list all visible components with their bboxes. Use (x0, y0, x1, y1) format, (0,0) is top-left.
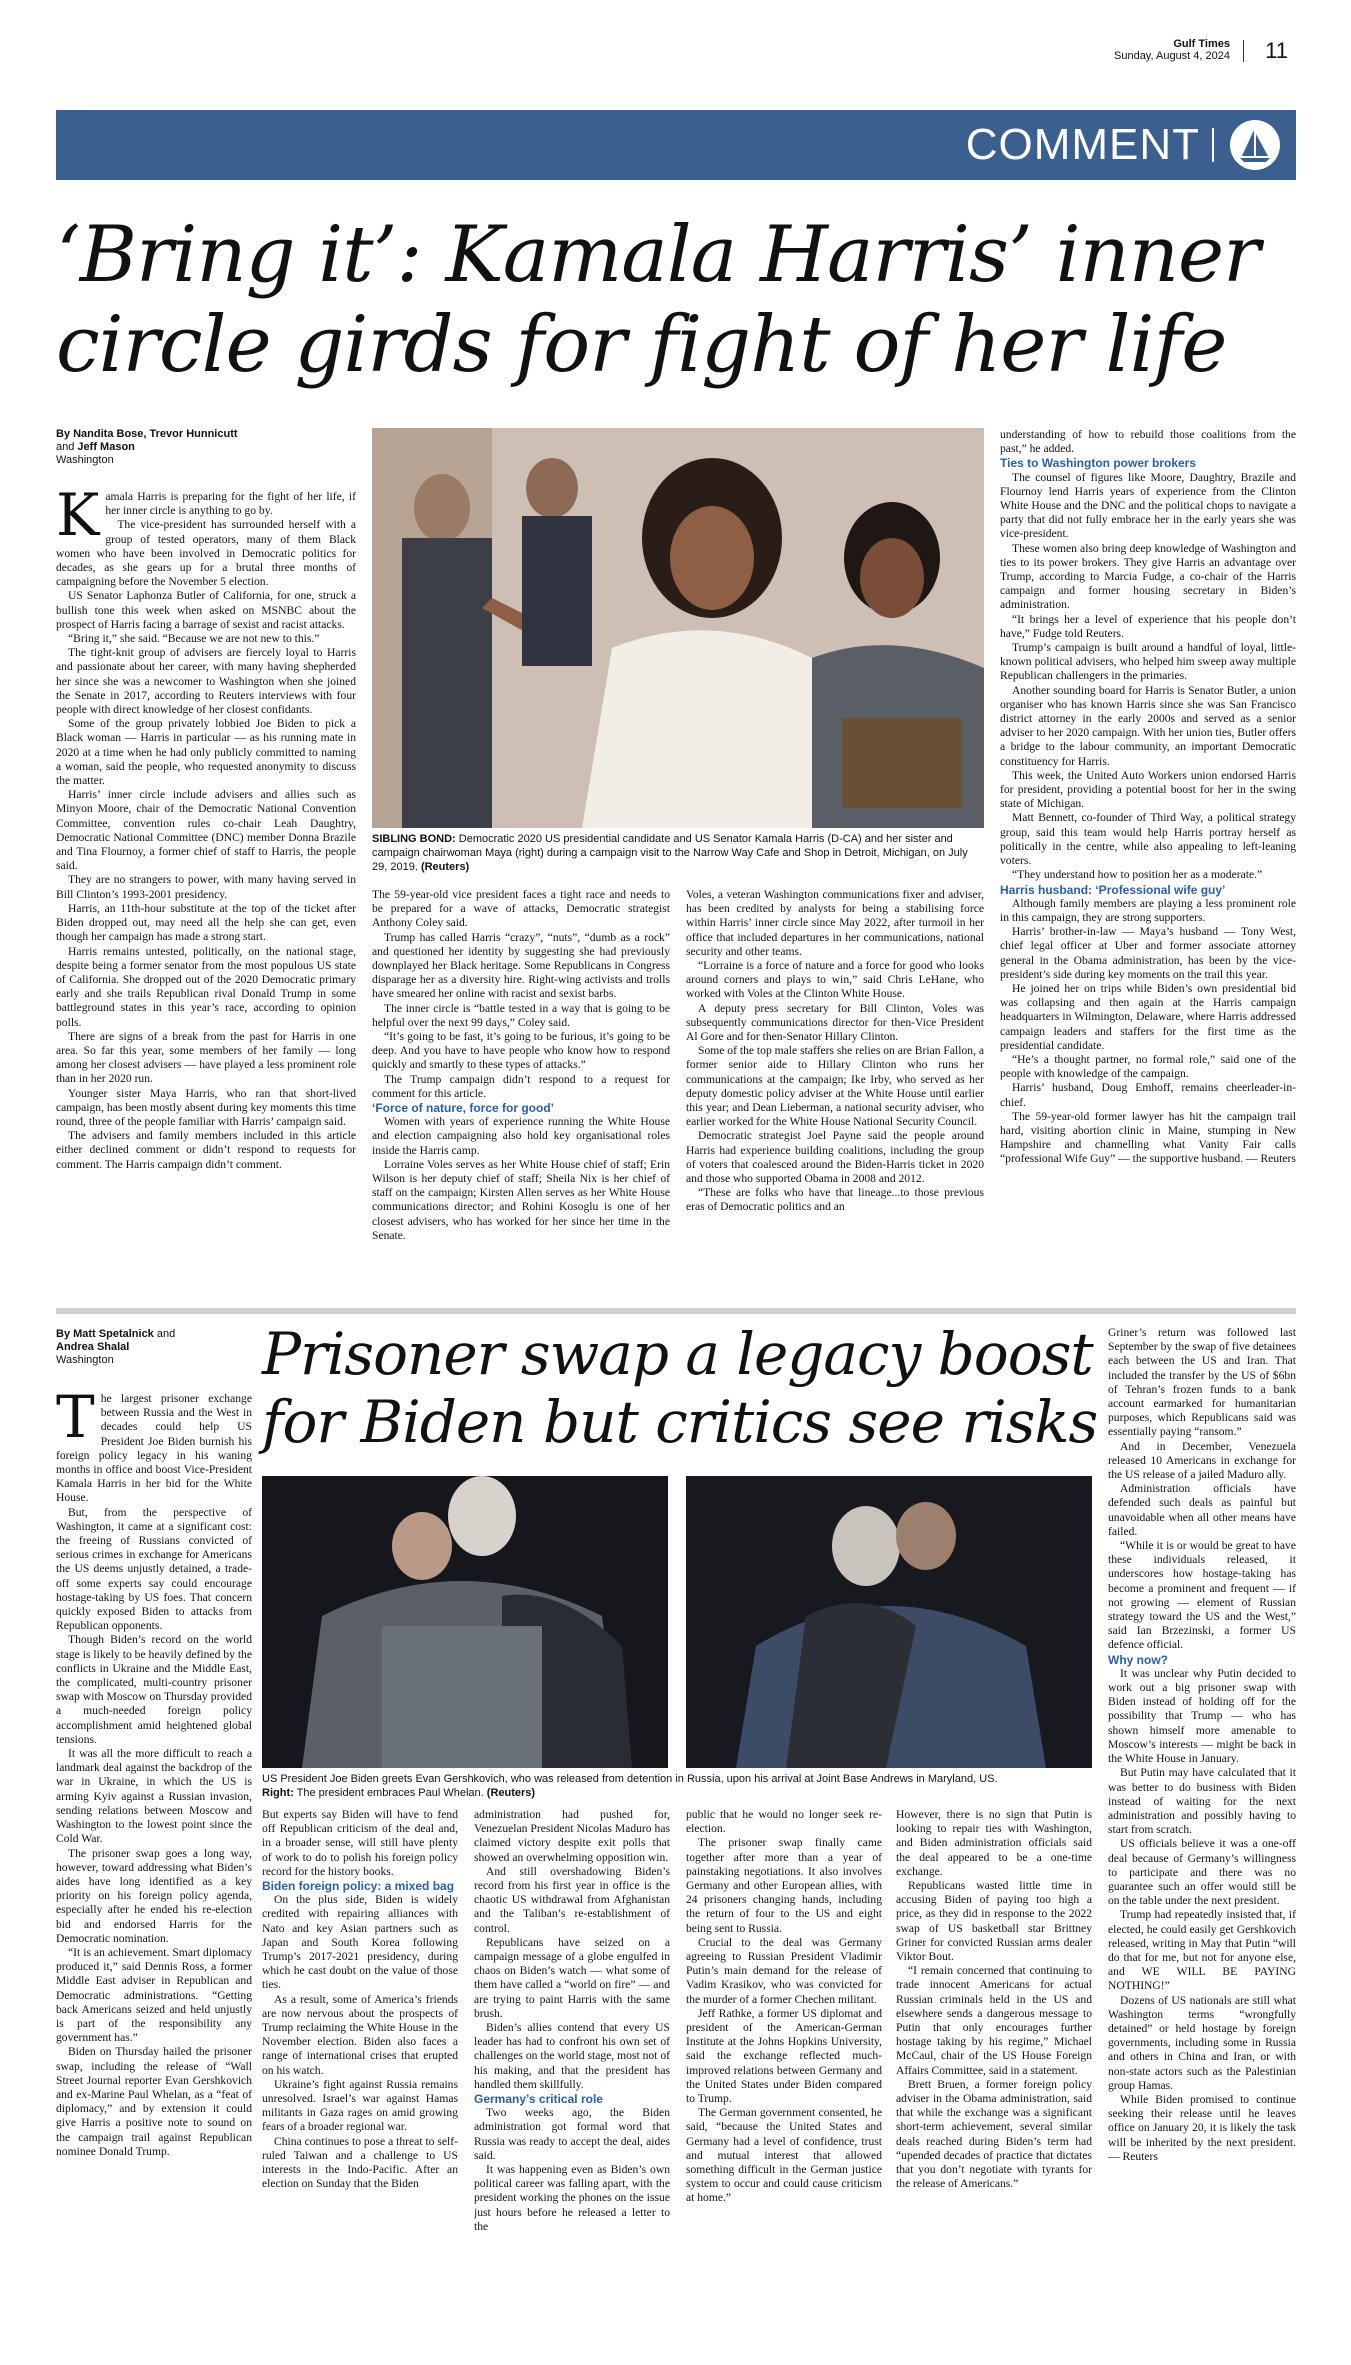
paragraph: Republicans wasted little time in accusing Biden of paying too high a price, as they did in response to the 2022 swap of US basketball star Brittney Griner for convicted Russian arms dealer Viktor Bout. (896, 1879, 1092, 1964)
paragraph: The Trump campaign didn’t respond to a request for comment for this article. (372, 1072, 670, 1100)
paragraph: US officials believe it was a one-off deal because of Germany’s willingness to participate and there was no guarantee such an offer would still be on the table under the next president. (1108, 1837, 1296, 1908)
paragraph: The 59-year-old vice president faces a tight race and needs to be prepared for a wave of attacks, Democratic strategist Anthony Coley said. (372, 888, 670, 930)
paragraph: Griner’s return was followed last September by the swap of five detainees each between the US and Iran. That included the transfer by the US of $6bn of Tehran’s frozen funds to a bank account earmarked for humanitarian purposes, which Republicans said was essentially paying “ransom.” (1108, 1326, 1296, 1439)
byline-last: Andrea Shalal (56, 1341, 130, 1353)
paragraph: US Senator Laphonza Butler of California, for one, struck a bullish tone this week when asked on MSNBC about the prospect of Harris facing a barrage of sexist and racist attacks. (56, 589, 356, 631)
paragraph: “These are folks who have that lineage...to those previous eras of Democratic politics and an (686, 1186, 984, 1214)
paragraph: But experts say Biden will have to fend off Republican criticism of the deal and, in a broader sense, will still have plenty of work to do to polish his foreign policy record for the history books. (262, 1808, 458, 1878)
caption-text: US President Joe Biden greets Evan Gershkovich, who was released from detention in Russia, upon his arrival at Joint Base Andrews in Maryland, US. (262, 1773, 998, 1785)
paragraph: But Putin may have calculated that it was better to do business with Biden instead of waiting for the next administration and possibly having to start from scratch. (1108, 1766, 1296, 1837)
harris-photo-caption (372, 832, 984, 874)
headline-line: for Biden but critics see risks (262, 1388, 1098, 1456)
biden-gershkovich-photo (262, 1476, 668, 1768)
section-title: COMMENT (965, 120, 1200, 169)
paragraph: Lorraine Voles serves as her White House chief of staff; Erin Wilson is her deputy chief of staff; Sheila Nix is her chief of staff on the campaign; Kirsten Allen serves as her White House communications director; and Rohini Kosoglu is one of her closest advisers, who has worked for her since her time in the Senate. (372, 1157, 670, 1242)
paragraph: Trump had repeatedly insisted that, if elected, he could easily get Gershkovich released, writing in May that Putin “will do that for me, but not for anyone else, and WE WILL BE PAYING NOTHING!” (1108, 1908, 1296, 1993)
paragraph: Republicans have seized on a campaign message of a globe engulfed in chaos on Biden’s watch — what some of them have called a “world on fire” — and are trying to paint Harris with the same brush. (474, 1935, 670, 2020)
paragraph: It was happening even as Biden’s own political career was falling apart, with the president working the phones on the issue just hours before he released a letter to the (474, 2163, 670, 2233)
paragraph: “I remain concerned that continuing to trade innocent Americans for actual Russian criminals held in the US and elsewhere sends a dangerous message to Putin that only encourages further hostage taking by his regime,” Michael McCaul, chair of the US House Foreign Affairs Committee, said in a statement. (896, 1964, 1092, 2077)
subheading: Germany’s critical role (474, 2092, 603, 2107)
paragraph: On the plus side, Biden is widely credited with repairing alliances with Nato and key Asian partners such as Japan and South Korea following Trump’s 2017-2021 presidency, during which he cast doubt on the value of those ties. (262, 1893, 458, 1992)
byline-location: Washington (56, 454, 114, 466)
subheading: Biden foreign policy: a mixed bag (262, 1879, 455, 1894)
subheading: ‘Force of nature, force for good’ (372, 1101, 555, 1116)
caption-text-2: The president embraces Paul Whelan. (293, 1787, 487, 1799)
article2-byline (56, 1328, 256, 1367)
subheading: Why now? (1108, 1652, 1168, 1667)
article2-column-6 (1108, 1326, 1296, 2322)
paragraph: Ukraine’s fight against Russia remains unresolved. Israel’s war against Hamas militants in Gaza rages on amid growing fears of a broader regional war. (262, 2077, 458, 2134)
dhow-icon (1230, 120, 1280, 170)
paragraph: “He’s a thought partner, no formal role,” said one of the people with knowledge of the campaign. (1000, 1052, 1296, 1081)
paragraph: China continues to pose a threat to self-ruled Taiwan and a challenge to US interests in the Indo-Pacific. After an election on Sunday that the Biden (262, 2134, 458, 2191)
byline-and: and (156, 1328, 176, 1340)
paragraph: But, from the perspective of Washington, it came at a significant cost: the freeing of Russians convicted of serious crimes in exchange for Americans the US deems unjustly detained, a trade-off some experts say could encourage hostage-taking by US foes. That concern quickly exposed Biden to attacks from Republican opponents. (56, 1505, 252, 1633)
article1-column-2 (372, 888, 670, 1302)
issue-date: Sunday, August 4, 2024 (1114, 50, 1230, 62)
article2-headline (262, 1320, 1102, 1456)
section-banner (56, 110, 1296, 180)
article2-column-2 (262, 1808, 458, 2322)
paragraph: It was all the more difficult to reach a landmark deal against the backdrop of the war in Ukraine, in which the US is arming Kyiv against a Russian invasion, sending relations between Moscow and Washington to the lowest point since the Cold War. (56, 1747, 252, 1846)
dropcap: T (56, 1392, 95, 1451)
paragraph: And still overshadowing Biden’s record from his first year in office is the chaotic US withdrawal from Afghanistan and the Taliban’s re-establishment of control. (474, 1864, 670, 1935)
paragraph: Women with years of experience running the White House and election campaigning also hold key organisational roles inside the Harris camp. (372, 1115, 670, 1157)
byline-authors: By Matt Spetalnick (56, 1328, 154, 1340)
paragraph: Harris’ brother-in-law — Maya’s husband — Tony West, chief legal officer at Uber and former associate attorney general in the Obama administration, has been by the vice-president’s side during key moments on the trail this year. (1000, 925, 1296, 981)
byline-authors: By Nandita Bose, Trevor Hunnicutt (56, 428, 238, 440)
headline-line: ‘Bring it’: Kamala Harris’ inner (56, 210, 1260, 300)
paragraph: Harris, an 11th-hour substitute at the top of the ticket after Biden dropped out, may need all the help she can get, even though her campaign has made a strong start. (56, 901, 356, 944)
caption-credit: (Reuters) (486, 1787, 536, 1799)
caption-text: Democratic 2020 US presidential candidate and US Senator Kamala Harris (D-CA) and her sister and campaign chairwoman Maya (right) during a campaign visit to the Narrow Way Cafe and Shop in Detroit, Michigan, on July 29, 2019. (372, 833, 968, 873)
paragraph: Biden on Thursday hailed the prisoner swap, including the release of “Wall Street Journal reporter Evan Gershkovich and ex-Marine Paul Whelan, as a “feat of diplomacy,” and by extension it could give Harris a positive note to sound on the campaign trail against Republican nominee Donald Trump. (56, 2045, 252, 2158)
paragraph: The tight-knit group of advisers are fiercely loyal to Harris and passionate about her career, with many having shepherded her since she was a newcomer to Washington when she joined the Senate in 2017, according to Reuters interviews with four people with direct knowledge of her closest confidants. (56, 646, 356, 717)
page-number: 11 (1265, 38, 1288, 63)
dropcap: K (56, 490, 100, 549)
article2-column-4 (686, 1808, 882, 2322)
paragraph: “It is an achievement. Smart diplomacy produced it,” said Dennis Ross, a former Middle East adviser in Republican and Democratic administrations. “Getting back Americans seized and held unjustly is part of the responsibility any government has.” (56, 1945, 252, 2045)
paragraph: Biden’s allies contend that every US leader has had to confront his own set of challenges on the world stage, most not of his making, and that the president has handled them skillfully. (474, 2021, 670, 2091)
paragraph: Harris’ husband, Doug Emhoff, remains cheerleader-in-chief. (1000, 1081, 1296, 1109)
paragraph: The vice-president has surrounded herself with a group of tested operators, many of them Black women who have been involved in Democratic politics for decades, as she gears up for a brutal three months of campaigning before the November 5 election. (56, 518, 356, 589)
paragraph: Trump has called Harris “crazy”, “nuts”, “dumb as a rock” and questioned her identity by suggesting she had previously downplayed her Black heritage. Some Republicans in Congress disparage her as a diversity hire. Right-wing activists and trolls have smeared her online with racist and sexist barbs. (372, 930, 670, 1001)
paragraph: administration had pushed for, Venezuelan President Nicolas Maduro has claimed victory despite exit polls that showed an overwhelming opposition win. (474, 1808, 670, 1864)
paragraph: Administration officials have defended such deals as painful but unavoidable when all other means have failed. (1108, 1482, 1296, 1538)
paragraph: However, there is no sign that Putin is looking to repair ties with Washington, and Biden administration officials said the deal appeared to be a one-time exchange. (896, 1808, 1092, 1878)
article2-column-3 (474, 1808, 670, 2322)
paragraph: Voles, a veteran Washington communications fixer and adviser, has been credited by analysts for being a stabilising force within Harris’ inner circle since May 2022, after turmoil in her office that included departures in her communications, national security and other teams. (686, 888, 984, 958)
paragraph: Jeff Rathke, a former US diplomat and president of the American-German Institute at the Johns Hopkins University, said the exchange reflected much-improved relations between Germany and the United States under Biden compared to Trump. (686, 2006, 882, 2106)
paragraph: The inner circle is “battle tested in a way that is going to be helpful over the next 99 days,” Coley said. (372, 1001, 670, 1029)
article1-column-3 (686, 888, 984, 1302)
byline-and: and (56, 441, 75, 453)
article1-column-1 (56, 490, 356, 1300)
paragraph: The counsel of figures like Moore, Daughtry, Brazile and Flournoy lend Harris years of experience from the Clinton White House and the DNC and the political chops to navigate a party that did not fully embrace her in the early years she was vice-president. (1000, 470, 1296, 541)
paragraph: amala Harris is preparing for the fight of her life, if her inner circle is anything to go by. (105, 490, 356, 518)
byline-location: Washington (56, 1354, 114, 1366)
article1-byline (56, 428, 356, 467)
paragraph: Another sounding board for Harris is Senator Butler, a union organiser who has known Harris since she was San Francisco district attorney in the early 2000s and served as a senior adviser to her 2020 campaign. With her union ties, Butler offers a bridge to the labour community, an important Democratic constituency for Harris. (1000, 683, 1296, 768)
subheading: Ties to Washington power brokers (1000, 456, 1197, 471)
headline-line: circle girds for fight of her life (56, 300, 1227, 390)
article1-headline (56, 210, 1296, 390)
page-separator (1243, 40, 1244, 62)
paragraph: Harris remains untested, politically, on the national stage, despite being a former senator from the most populous US state of California. She dropped out of the 2020 Democratic primary early and she trails Republican rival Donald Trump in some battleground states in this year’s race, according to opinion polls. (56, 944, 356, 1029)
biden-photo-caption (262, 1772, 1092, 1800)
paragraph: Some of the top male staffers she relies on are Brian Fallon, a former senior aide to Hillary Clinton who runs her communications at the campaign; Ike Irby, who served as her deputy domestic policy adviser at the White House until earlier this year; and Dean Lieberman, a national security adviser, who earlier worked for the White House National Security Council. (686, 1044, 984, 1129)
paragraph: These women also bring deep knowledge of Washington and ties to its power brokers. They give Harris an advantage over Trump, according to Marcia Fudge, a co-chair of the Harris campaign and former housing secretary in Biden’s administration. (1000, 541, 1296, 612)
paragraph: “It brings her a level of experience that his people don’t have,” Fudge told Reuters. (1000, 612, 1296, 640)
paragraph: He joined her on trips while Biden’s own presidential bid was collapsing and then again at the Harris campaign headquarters in Wilmington, Delaware, where Harris addressed campaign leaders and staffers for the first time as the presidential candidate. (1000, 981, 1296, 1052)
masthead (56, 38, 1296, 68)
paragraph: The 59-year-old former lawyer has hit the campaign trail hard, visiting abortion clinic in Maine, stumping in New Hampshire and channelling what Vanity Fair calls “professional Wife Guy” — the supportive husband. — Reuters (1000, 1109, 1296, 1166)
article1-column-4 (1000, 428, 1296, 1302)
paragraph: Dozens of US nationals are still what Washington terms “wrongfully detained” or held hostage by foreign governments, including some in Russia and others in China and Iran, or with non-state actors such as the Palestinian group Hamas. (1108, 1993, 1296, 2092)
paper-name: Gulf Times (1173, 38, 1230, 50)
paragraph: Matt Bennett, co-founder of Third Way, a political strategy group, said this team would help Harris portray herself as politically in the centre, while also appealing to left-leaning voters. (1000, 811, 1296, 868)
paragraph: Though Biden’s record on the world stage is likely to be heavily defined by the conflicts in Ukraine and the Middle East, the complicated, multi-country prisoner swap with Moscow on Thursday provided a much-needed foreign policy accomplishment amid heightened global tensions. (56, 1633, 252, 1746)
byline-last: Jeff Mason (77, 441, 135, 453)
banner-divider (1212, 128, 1214, 162)
article2-column-1 (56, 1392, 252, 2322)
paragraph: While Biden promised to continue seeking their release until he leaves office on January 20, it is likely the task will be inherited by the next president. — Reuters (1108, 2092, 1296, 2163)
paragraph: “It’s going to be fast, it’s going to be furious, it’s going to be deep. And you have to have people who know how to respond quickly and smartly to these types of attacks.” (372, 1030, 670, 1072)
paragraph: public that he would no longer seek re-election. (686, 1808, 882, 1836)
paragraph: A deputy press secretary for Bill Clinton, Voles was subsequently communications director for then-Vice President Al Gore and for then-Senator Hillary Clinton. (686, 1001, 984, 1044)
biden-whelan-photo (686, 1476, 1092, 1768)
harris-photo (372, 428, 984, 828)
paragraph: “They understand how to position her as a moderate.” (1012, 868, 1263, 882)
paragraph: Crucial to the deal was Germany agreeing to Russian President Vladimir Putin’s main demand for the release of Vadim Krasikov, who was convicted for the murder of a former Chechen militant. (686, 1935, 882, 2006)
paragraph: There are signs of a break from the past for Harris in one area. So far this year, some members of her family — long among her closest advisers — have played a less prominent role than in her 2020 run. (56, 1029, 356, 1086)
paragraph: And in December, Venezuela released 10 Americans in exchange for the US release of a jailed Maduro ally. (1108, 1439, 1296, 1482)
subheading: Harris husband: ‘Professional wife guy’ (1000, 882, 1226, 897)
paragraph: The prisoner swap goes a long way, however, toward addressing what Biden’s aides have long identified as a key priority on his foreign policy agenda, especially after he ended his re-election bid and endorsed Harris for the Democratic nomination. (56, 1846, 252, 1945)
paragraph: As a result, some of America’s friends are now nervous about the prospects of Trump reclaiming the White House in the November election. Biden also faces a range of international crises that erupted on his watch. (262, 1992, 458, 2077)
caption-label: SIBLING BOND: (372, 833, 456, 845)
article2-column-5 (896, 1808, 1092, 2322)
paragraph: Democratic strategist Joel Payne said the people around Harris had experience building coalitions, including the group of voters that coalesced around the Biden-Harris ticket in 2020 and those who supported Obama in 2008 and 2012. (686, 1129, 984, 1186)
paragraph: The German government consented, he said, “because the United States and Germany had a level of confidence, trust and mutual interest that allowed something difficult in the German justice system to occur and could cause criticism at home.” (686, 2106, 882, 2205)
paragraph: Trump’s campaign is built around a handful of loyal, little-known political advisers, who helped him sweep away multiple Republican challengers in the primaries. (1000, 641, 1296, 683)
paragraph: This week, the United Auto Workers union endorsed Harris for president, providing a potential boost for her in the swing state of Michigan. (1000, 768, 1296, 811)
paragraph: It was unclear why Putin decided to work out a big prisoner swap with Biden instead of holding off for the possibility that Trump — who has shown himself more amenable to Moscow’s interests — might be back in the White House in January. (1108, 1666, 1296, 1766)
paragraph: “Bring it,” she said. “Because we are not new to this.” (68, 632, 320, 646)
caption-right-label: Right: (262, 1787, 294, 1799)
paragraph: Two weeks ago, the Biden administration got formal word that Russia was ready to accept the deal, aides said. (474, 2106, 670, 2162)
headline-line: Prisoner swap a legacy boost (262, 1320, 1093, 1388)
paragraph: “Lorraine is a force of nature and a force for good who looks around corners and plays to win,” said Chris LeHane, who worked with Voles at the Clinton White House. (686, 959, 984, 1001)
paragraph: he largest prisoner exchange between Russia and the West in decades could help US President Joe Biden burnish his foreign policy legacy in his waning months in office and boost Vice-President Kamala Harris in her bid for the White House. (56, 1392, 252, 1505)
paragraph: Brett Bruen, a former foreign policy adviser in the Obama administration, said that while the exchange was a significant short-term achievement, several similar deals reached during Biden’s term had “upended decades of practice that dictates that you don’t negotiate with tyrants for the release of Americans.” (896, 2077, 1092, 2191)
paragraph: The prisoner swap finally came together after more than a year of painstaking negotiations. It also involves Germany and other European allies, with 24 prisoners changing hands, including the return of four to the US and eight being sent to Russia. (686, 1836, 882, 1935)
paragraph: “While it is or would be great to have these individuals released, it underscores how hostage-taking has become a prominent and frequent — if not growing — element of Russian strategy toward the US and the West,” said Ian Brzezinski, a former US defence official. (1108, 1539, 1296, 1652)
paragraph: They are no strangers to power, with many having served in Bill Clinton’s 1993-2001 presidency. (56, 873, 356, 901)
paragraph: Harris’ inner circle include advisers and allies such as Minyon Moore, chair of the Democratic National Convention Committee, convention rules co-chair Leah Daughtry, Democratic National Committee (DNC) member Donna Brazile and Tina Flournoy, a former chief of staff to Harris, the people said. (56, 788, 356, 873)
paragraph: Younger sister Maya Harris, who ran that short-lived campaign, has been mostly absent during key moments this time round, three of the people familiar with Harris’ campaign said. (56, 1086, 356, 1128)
paragraph: understanding of how to rebuild those coalitions from the past,” he added. (1000, 428, 1296, 456)
article-divider (56, 1308, 1296, 1314)
paragraph: Some of the group privately lobbied Joe Biden to pick a Black woman — Harris in particular — as his running mate in 2020 at a time when he had only publicly committed to naming a woman, said the people, who requested anonymity to discuss the matter. (56, 717, 356, 788)
paragraph: Although family members are playing a less prominent role in this campaign, they are strong supporters. (1000, 896, 1296, 924)
caption-credit: (Reuters) (420, 861, 470, 873)
paragraph: The advisers and family members included in this article either declined comment or didn’t respond to requests for comment. The Harris campaign didn’t comment. (56, 1129, 356, 1171)
